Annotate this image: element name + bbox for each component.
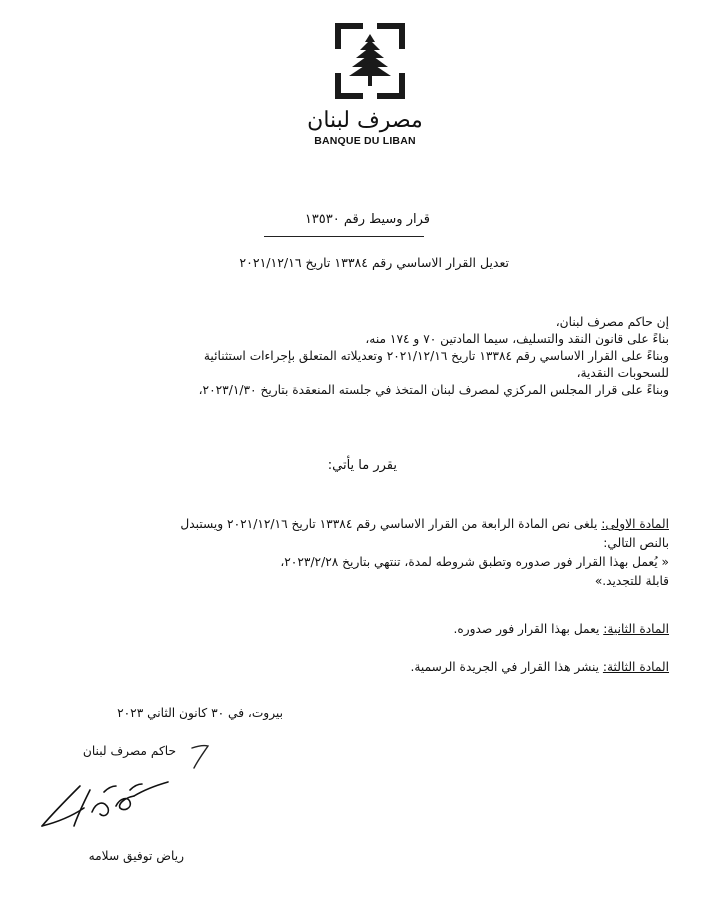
bank-name-french: BANQUE DU LIBAN <box>314 135 416 147</box>
title-underline <box>264 236 424 237</box>
article-first-text: يلغى نص المادة الرابعة من القرار الاساسي رقم ١٣٣٨٤ تاريخ ٢٠٢١/١٢/١٦ ويستبدل <box>180 517 598 531</box>
article-first-label: المادة الاولى: <box>601 517 669 531</box>
place-and-date: بيروت، في ٣٠ كانون الثاني ٢٠٢٣ <box>117 706 283 720</box>
article-second <box>453 621 669 637</box>
preamble-line: بناءً على قانون النقد والتسليف، سيما المادتين ٧٠ و ١٧٤ منه، <box>365 332 669 346</box>
cedar-logo-icon <box>334 22 406 100</box>
bank-name-arabic: مصرف لبنان <box>307 108 423 133</box>
article-second-label: المادة الثانية: <box>603 622 669 636</box>
article-first-quote: « يُعمل بهذا القرار فور صدوره وتطبق شروطه لمدة، تنتهي بتاريخ ٢٠٢٣/٢/٢٨، <box>280 555 669 569</box>
article-first-text-cont: بالنص التالي: <box>603 536 669 550</box>
signatory-name: رياض توفيق سلامه <box>88 849 184 863</box>
preamble-line: وبناءً على القرار الاساسي رقم ١٣٣٨٤ تاريخ ٢٠٢١/١٢/١٦ وتعديلاته المتعلق بإجراءات استثنائية <box>203 349 669 363</box>
initial-mark-icon <box>186 742 216 772</box>
preamble-line: وبناءً على قرار المجلس المركزي لمصرف لبنان المتخذ في جلسته المنعقدة بتاريخ ٢٠٢٣/١/٣٠، <box>198 383 669 397</box>
decision-title: قرار وسيط رقم ١٣٥٣٠ <box>304 212 430 227</box>
article-third-text: ينشر هذا القرار في الجريدة الرسمية. <box>410 660 600 674</box>
article-second-text: يعمل بهذا القرار فور صدوره. <box>453 622 600 636</box>
article-first <box>53 516 669 532</box>
decision-subtitle: تعديل القرار الاساسي رقم ١٣٣٨٤ تاريخ ٢٠٢١/١٢/١٦ <box>239 255 509 270</box>
preamble-line: إن حاكم مصرف لبنان، <box>555 315 669 329</box>
signatory-title: حاكم مصرف لبنان <box>82 744 176 758</box>
article-third <box>411 659 669 675</box>
article-first-quote-cont: قابلة للتجديد.» <box>594 574 669 588</box>
handwritten-signature-icon <box>34 772 174 834</box>
article-third-label: المادة الثالثة: <box>602 660 669 674</box>
decides-heading: يقرر ما يأتي: <box>327 458 397 473</box>
preamble-line: للسحوبات النقدية، <box>576 366 669 380</box>
